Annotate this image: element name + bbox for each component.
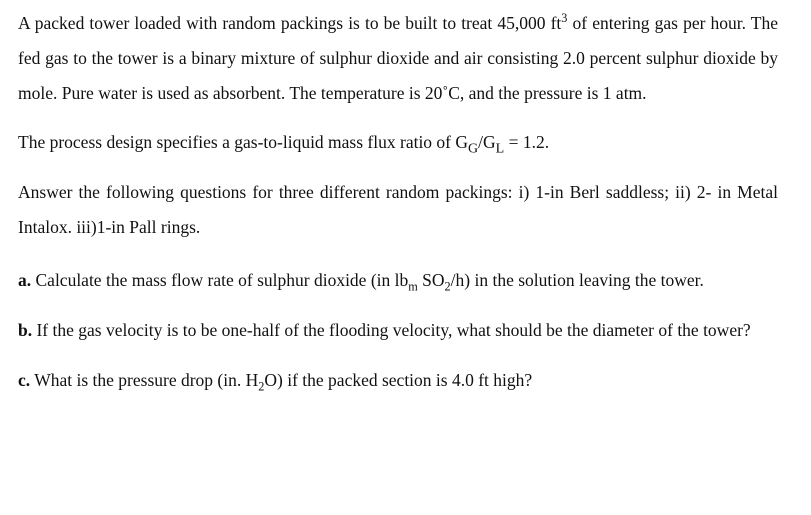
design-text-part2: /G (478, 132, 496, 152)
instructions-paragraph: Answer the following questions for three different random packings: i) 1-in Berl saddless; ii) 2- in Metal Intalox. iii)1-in Pall rings. (18, 182, 778, 237)
question-c-letter: c. (18, 370, 31, 390)
intro-text-part2: of entering gas per hour. The fed gas to the tower is a binary mixture of sulphur dioxide and air consisting 2.0 percent sulphur dioxide by mole. Pure water is used as absorbent. The temperature is 20˚C, and the pressure is 1 atm. (18, 13, 778, 103)
question-a-text-part3: /h) in the solution leaving the tower. (450, 270, 704, 290)
question-a-sub-m: m (408, 279, 418, 294)
question-a-text-part1: Calculate the mass flow rate of sulphur dioxide (in lb (31, 270, 409, 290)
cubic-superscript: 3 (561, 11, 568, 26)
question-b (18, 313, 778, 348)
question-c (18, 363, 778, 398)
document (18, 6, 778, 398)
liquid-flux-subscript: L (495, 141, 505, 157)
question-c-text-part1: What is the pressure drop (in. H (30, 370, 259, 390)
question-c-sub-2: 2 (258, 379, 265, 394)
intro-text-part1: A packed tower loaded with random packings is to be built to treat 45,000 ft (18, 13, 562, 33)
question-b-text: If the gas velocity is to be one-half of the flooding velocity, what should be the diameter of the tower? (32, 320, 751, 340)
question-b-letter: b. (18, 320, 33, 340)
design-text-part1: The process design specifies a gas-to-liquid mass flux ratio of G (18, 132, 469, 152)
problem-intro-paragraph (18, 6, 778, 111)
gas-flux-subscript: G (468, 141, 479, 157)
question-a-text-part2: SO (417, 270, 445, 290)
question-a-sub-2: 2 (444, 279, 451, 294)
design-text-part3: = 1.2. (504, 132, 550, 152)
question-a-letter: a. (18, 270, 32, 290)
question-a (18, 263, 778, 298)
design-spec-paragraph (18, 125, 778, 160)
question-c-text-part2: O) if the packed section is 4.0 ft high? (264, 370, 533, 390)
